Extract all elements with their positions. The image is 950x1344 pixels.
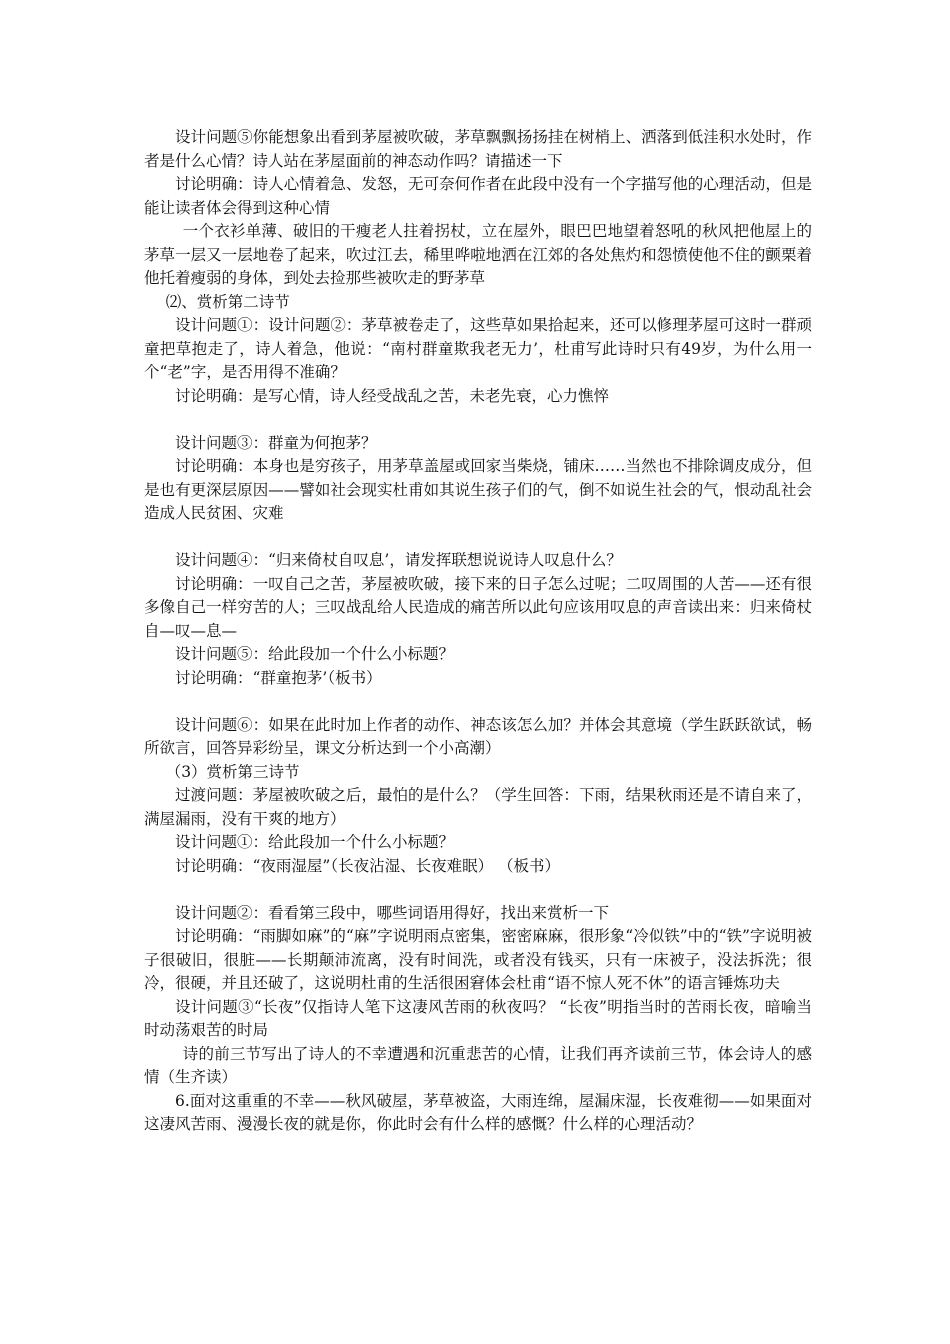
blank-line bbox=[144, 408, 812, 432]
paragraph: 讨论明确：一叹自己之苦，茅屋被吹破，接下来的日子怎么过呢；二叹周围的人苦——还有很多像自己一样穷苦的人；三叹战乱给人民造成的痛苦所以此句应该用叹息的声音读出来：归来倚杖自—叹—息— bbox=[144, 574, 812, 640]
paragraph: 讨论明确：“群童抱茅’（板书） bbox=[175, 668, 382, 687]
paragraph: 讨论明确：“雨脚如麻”的“麻”字说明雨点密集，密密麻麻，很形象“冷似铁”中的“铁”字说明被子很破旧，很脏——长期颠沛流离，没有时间洗，或者没有钱买，只有一床被子，没法拆洗；很冷，很硬，并且还破了，这说明杜甫的生活很困窘体会杜甫“语不惊人死不休”的语言锤炼功夫 bbox=[144, 927, 812, 992]
blank-line bbox=[144, 690, 812, 714]
paragraph: 讨论明确：诗人心情着急、发怒，无可奈何作者在此段中没有一个字描写他的心理活动，但是能让读者体会得到这种心情 bbox=[144, 175, 812, 217]
paragraph: 设计问题④：“归来倚杖自叹息’，请发挥联想说说诗人叹息什么？ bbox=[175, 551, 622, 569]
document-body bbox=[144, 126, 812, 1137]
paragraph: 设计问题②：看看第三段中，哪些词语用得好，找出来赏析一下 bbox=[175, 903, 610, 922]
paragraph: 6.面对这重重的不幸——秋风破屋，茅草被盗，大雨连绵，屋漏床湿，长夜难彻——如果面对这凄风苦雨、漫漫长夜的就是你，你此时会有什么样的感慨？什么样的心理活动？ bbox=[144, 1091, 812, 1133]
paragraph: 讨论明确：是写心情，诗人经受战乱之苦，未老先衰，心力憔悴 bbox=[175, 386, 610, 405]
section-heading: （3）赏析第三诗节 bbox=[165, 762, 300, 781]
paragraph: 设计问题⑥：如果在此时加上作者的动作、神态该怎么加？并体会其意境（学生跃跃欲试，畅所欲言，回答异彩纷呈，课文分析达到一个小高潮） bbox=[144, 715, 812, 757]
paragraph: 设计问题①：给此段加一个什么小标题？ bbox=[175, 833, 455, 851]
paragraph: 一个衣衫单薄、破旧的干瘦老人拄着拐杖，立在屋外，眼巴巴地望着怒吼的秋风把他屋上的茅草一层又一层地卷了起来，吹过江去，稀里哗啦地洒在江郊的各处焦灼和怨愤使他不住的颤栗着他托着瘦弱的身体，到处去捡那些被吹走的野茅草 bbox=[144, 222, 812, 287]
blank-line bbox=[144, 878, 812, 902]
paragraph: 设计问题③“长夜”仅指诗人笔下这凄风苦雨的秋夜吗？ “长夜”明指当时的苦雨长夜，暗喻当时动荡艰苦的时局 bbox=[144, 997, 812, 1039]
section-heading: ⑵、赏析第二诗节 bbox=[165, 292, 290, 311]
paragraph: 设计问题①：设计问题②：茅草被卷走了，这些草如果拾起来，还可以修理茅屋可这时一群顽童把草抱走了，诗人着急，他说：“南村群童欺我老无力’，杜甫写此诗时只有49岁，为什么用一个“老”字，是否用得不准确？ bbox=[144, 316, 812, 381]
paragraph: 讨论明确：本身也是穷孩子，用茅草盖屋或回家当柴烧，铺床……当然也不排除调皮成分，但是也有更深层原因——譬如社会现实杜甫如其说生孩子们的气，倒不如说生社会的气，恨动乱社会造成人民贫困、灾难 bbox=[144, 457, 812, 522]
paragraph: 讨论明确：“夜雨湿屋”（长夜沾湿、长夜难眠） （板书） bbox=[175, 856, 561, 875]
paragraph: 设计问题⑤你能想象出看到茅屋被吹破，茅草飘飘扬扬挂在树梢上、洒落到低洼积水处时，作者是什么心情？诗人站在茅屋面前的神态动作吗？请描述一下 bbox=[144, 128, 812, 170]
paragraph: 过渡问题：茅屋被吹破之后，最怕的是什么？（学生回答：下雨，结果秋雨还是不请自来了，满屋漏雨，没有干爽的地方） bbox=[144, 786, 812, 828]
paragraph: 设计问题⑤：给此段加一个什么小标题？ bbox=[175, 645, 455, 663]
paragraph: 诗的前三节写出了诗人的不幸遭遇和沉重悲苦的心情，让我们再齐读前三节，体会诗人的感情（生齐读） bbox=[144, 1044, 812, 1086]
paragraph: 设计问题③：群童为何抱茅？ bbox=[175, 433, 377, 452]
blank-line bbox=[144, 526, 812, 550]
